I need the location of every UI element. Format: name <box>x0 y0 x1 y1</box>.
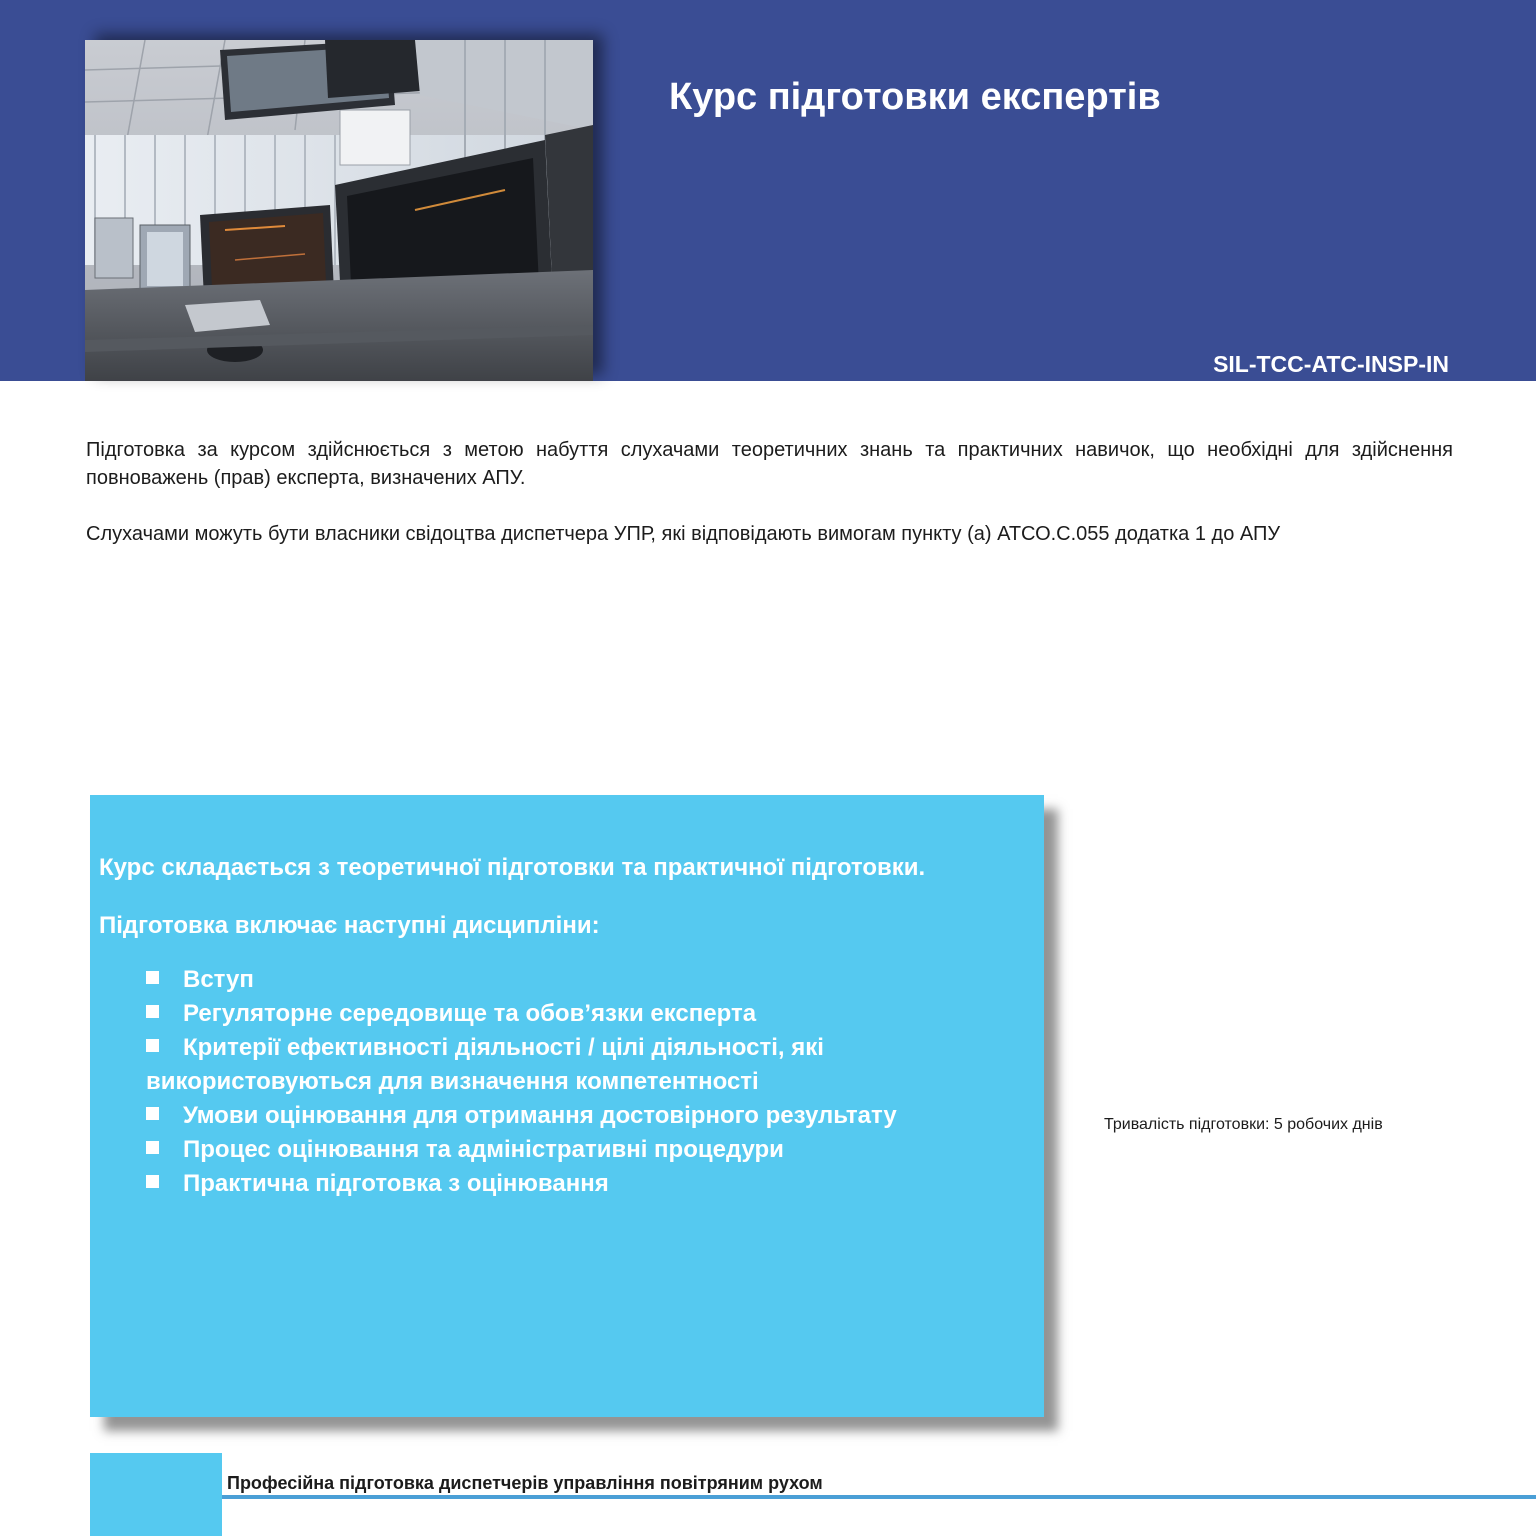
square-bullet-icon <box>146 1175 159 1188</box>
discipline-label: Практична підготовка з оцінювання <box>183 1170 609 1197</box>
footer-text: Професійна підготовка диспетчерів управління повітряним рухом <box>227 1473 823 1493</box>
course-title: Курс підготовки експертів <box>669 76 1161 118</box>
discipline-item <box>146 997 1006 1031</box>
discipline-label: Регуляторне середовище та обов’язки експерта <box>183 1000 757 1027</box>
control-room-photo <box>85 40 593 381</box>
square-bullet-icon <box>146 1005 159 1018</box>
disciplines-list <box>146 963 1006 1201</box>
discipline-item <box>146 1167 1006 1201</box>
discipline-item <box>146 1133 1006 1167</box>
course-code: SIL-TCC-ATC-INSP-IN <box>1213 351 1449 377</box>
discipline-label: Критерії ефективності діяльності / цілі діяльності, які використовуються для визначення компетентності <box>146 1034 824 1095</box>
course-structure-text: Курс складається з теоретичної підготовки та практичної підготовки. <box>99 854 926 881</box>
discipline-item <box>146 1031 1006 1099</box>
square-bullet-icon <box>146 1039 159 1052</box>
disciplines-heading: Підготовка включає наступні дисципліни: <box>99 912 600 939</box>
square-bullet-icon <box>146 1141 159 1154</box>
discipline-label: Умови оцінювання для отримання достовірного результату <box>183 1102 897 1129</box>
square-bullet-icon <box>146 971 159 984</box>
course-content-box <box>90 795 1044 1417</box>
discipline-item <box>146 963 1006 997</box>
footer-accent-square <box>90 1453 222 1536</box>
audience-paragraph: Слухачами можуть бути власники свідоцтва диспетчера УПР, які відповідають вимогам пункту (a) АТСО.С.055 додатка 1 до АПУ <box>86 523 1281 545</box>
footer-divider <box>222 1495 1536 1499</box>
square-bullet-icon <box>146 1107 159 1120</box>
intro-paragraph: Підготовка за курсом здійснюється з метою набуття слухачами теоретичних знань та практичних навичок, що необхідні для здійснення повноважень (прав) експерта, визначених АПУ. <box>86 439 1453 489</box>
discipline-item <box>146 1099 1006 1133</box>
discipline-label: Процес оцінювання та адміністративні процедури <box>183 1136 784 1163</box>
discipline-label: Вступ <box>183 966 254 993</box>
training-duration: Тривалість підготовки: 5 робочих днів <box>1104 1116 1383 1133</box>
